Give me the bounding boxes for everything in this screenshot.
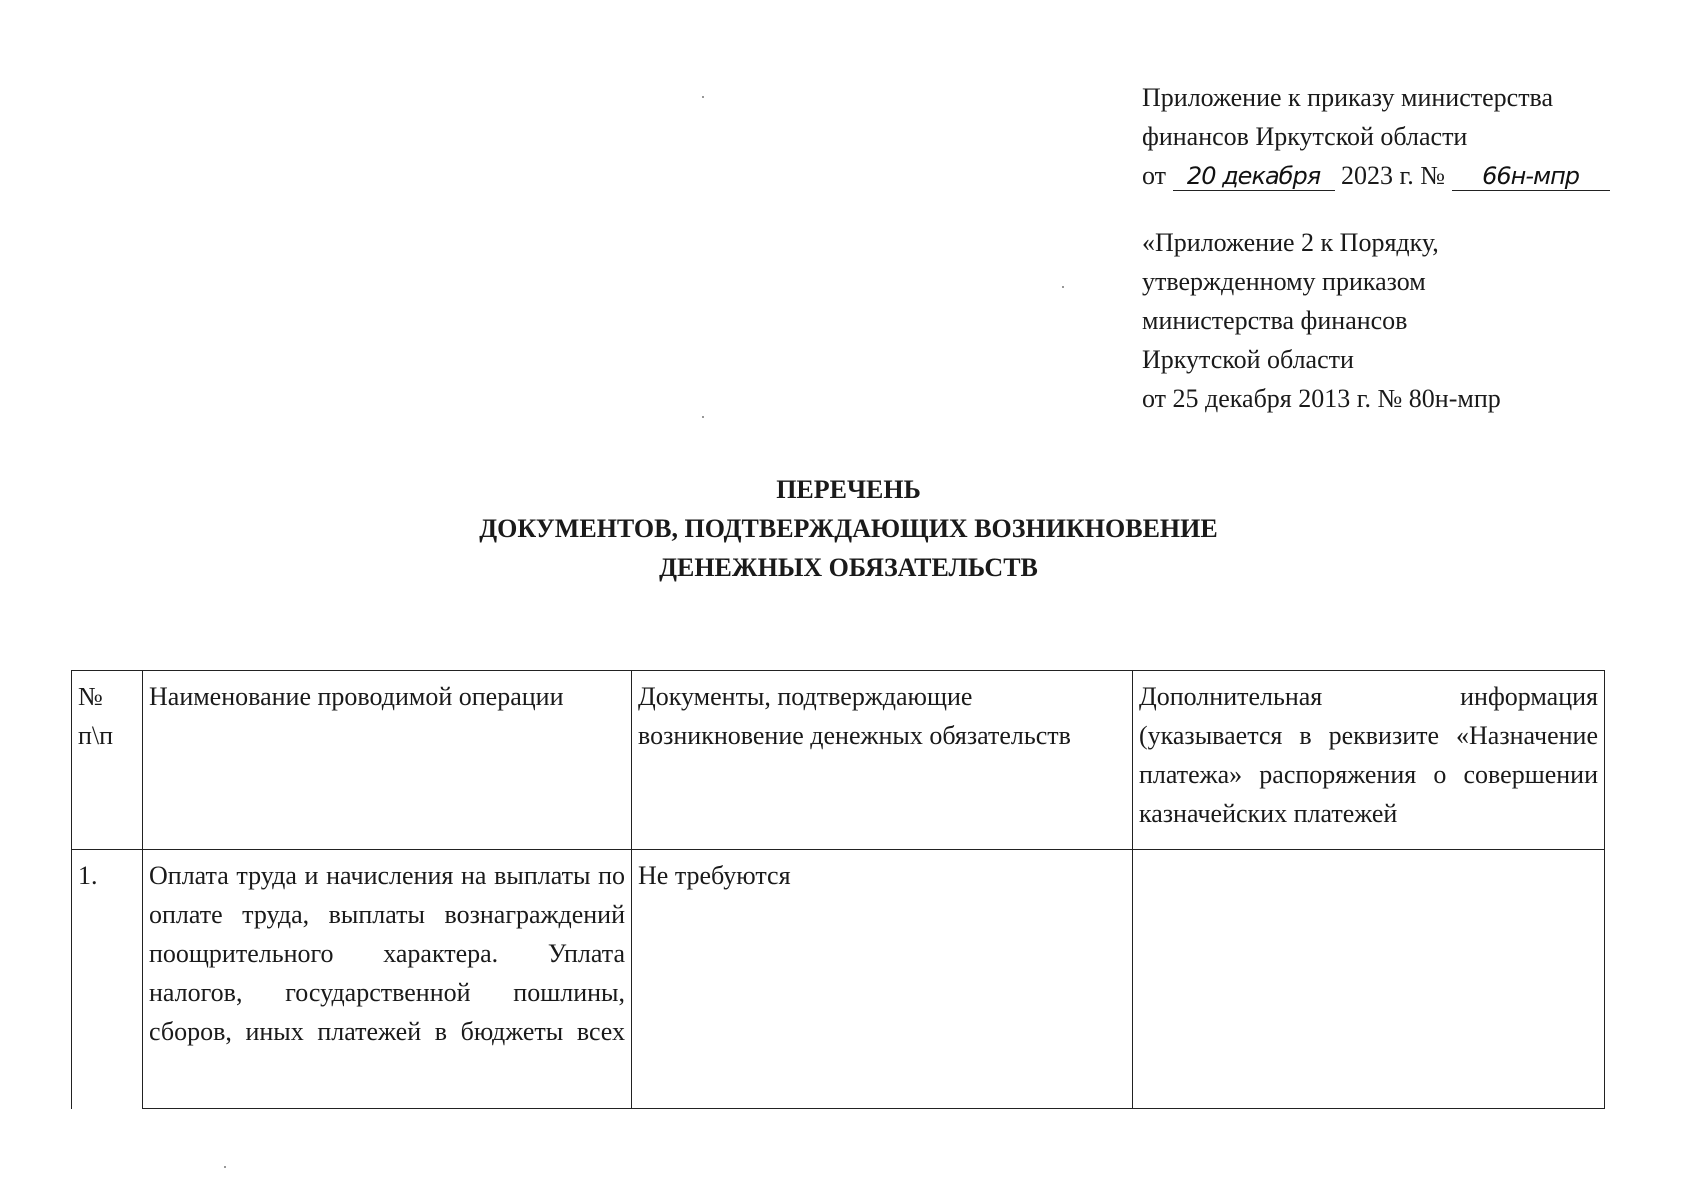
document-title [0,470,1697,587]
appendix-header [1142,78,1662,418]
scan-speck [1062,286,1064,288]
header-additional-info: Дополнительная информация (указывается в реквизите «Назначение платежа» распоряжения о совершении казначейских платежей [1133,671,1605,850]
from-prefix: от [1142,161,1167,190]
handwritten-order-number: 66н-мпр [1452,162,1610,191]
title-line-1: ПЕРЕЧЕНЬ [776,475,921,504]
appendix-quote-line-1: «Приложение 2 к Порядку, [1142,228,1439,257]
row-number: 1. [72,850,143,1109]
appendix-line-1: Приложение к приказу министерства [1142,83,1554,112]
title-line-2: ДОКУМЕНТОВ, ПОДТВЕРЖДАЮЩИХ ВОЗНИКНОВЕНИЕ [479,514,1218,543]
title-line-3: ДЕНЕЖНЫХ ОБЯЗАТЕЛЬСТВ [659,553,1038,582]
appendix-order-line [1142,156,1662,195]
row-operation: Оплата труда и начисления на выплаты по оплате труда, выплаты вознаграждений поощрительного характера. Уплата налогов, государственной пошлины, сборов, иных платежей в бюджеты всех [143,850,632,1109]
appendix-quote-line-3: министерства финансов [1142,306,1408,335]
documents-table [71,670,1605,1109]
scan-speck [224,1166,226,1168]
row-documents: Не требуются [632,850,1133,1109]
appendix-line-2: финансов Иркутской области [1142,122,1468,151]
header-documents: Документы, подтверждающие возникновение денежных обязательств [632,671,1133,850]
handwritten-date: 20 декабря [1173,162,1335,191]
appendix-quote-line-2: утвержденному приказом [1142,267,1426,296]
header-operation: Наименование проводимой операции [143,671,632,850]
table-row [72,850,1605,1109]
year-text: 2023 г. № [1341,161,1446,190]
appendix-quote-line-4: Иркутской области [1142,345,1354,374]
scan-speck [702,96,704,98]
table-header-row [72,671,1605,850]
header-number: № п\п [72,671,143,850]
scan-speck [702,416,704,418]
row-additional-info [1133,850,1605,1109]
appendix-quote-line-5: от 25 декабря 2013 г. № 80н-мпр [1142,384,1501,413]
